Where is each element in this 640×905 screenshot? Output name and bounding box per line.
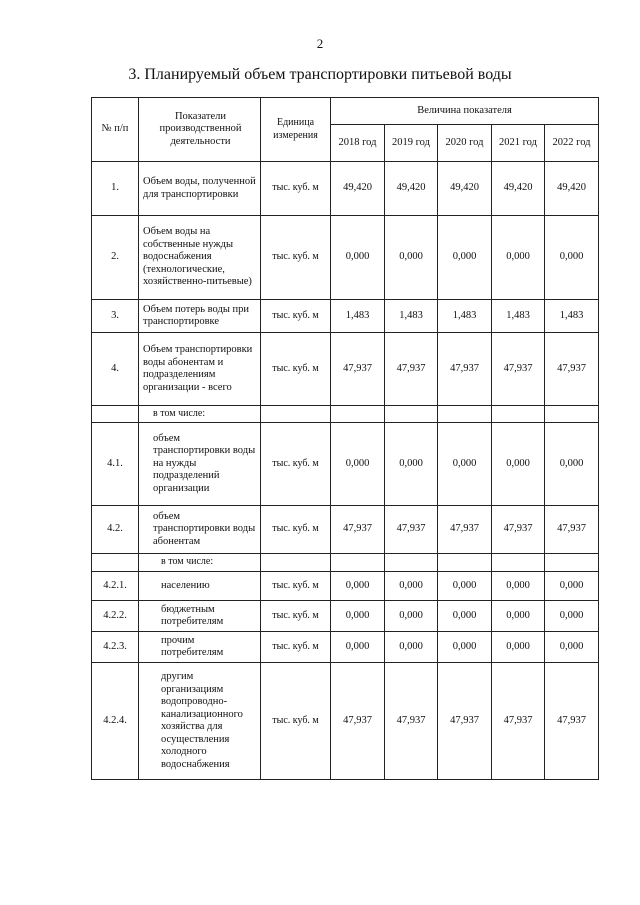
row-value: 47,937 bbox=[545, 663, 599, 780]
row-unit: тыс. куб. м bbox=[261, 506, 331, 554]
row-num: 4.2. bbox=[92, 506, 139, 554]
row-value: 0,000 bbox=[331, 572, 385, 601]
row-value: 0,000 bbox=[385, 423, 438, 506]
row-value: 47,937 bbox=[545, 506, 599, 554]
row-unit: тыс. куб. м bbox=[261, 423, 331, 506]
row-value: 0,000 bbox=[331, 423, 385, 506]
table-row bbox=[92, 423, 599, 506]
row-num: 4.2.1. bbox=[92, 572, 139, 601]
header-year: 2021 год bbox=[492, 125, 545, 162]
row-indicator: Объем воды, полученной для транспортировки bbox=[139, 162, 261, 216]
row-value: 47,937 bbox=[331, 663, 385, 780]
table-row bbox=[92, 162, 599, 216]
row-value: 47,937 bbox=[492, 663, 545, 780]
table-row bbox=[92, 632, 599, 663]
row-value: 0,000 bbox=[492, 423, 545, 506]
row-value: 0,000 bbox=[492, 632, 545, 663]
row-value: 47,937 bbox=[438, 333, 492, 406]
row-value: 49,420 bbox=[331, 162, 385, 216]
row-value: 0,000 bbox=[385, 601, 438, 632]
row-value: 0,000 bbox=[331, 216, 385, 300]
header-year: 2018 год bbox=[331, 125, 385, 162]
empty-cell bbox=[438, 554, 492, 572]
row-value: 49,420 bbox=[385, 162, 438, 216]
row-num: 1. bbox=[92, 162, 139, 216]
row-value: 0,000 bbox=[545, 216, 599, 300]
empty-cell bbox=[545, 406, 599, 423]
row-unit: тыс. куб. м bbox=[261, 162, 331, 216]
row-value: 47,937 bbox=[438, 663, 492, 780]
row-value: 1,483 bbox=[385, 300, 438, 333]
table-row bbox=[92, 663, 599, 780]
table-row bbox=[92, 572, 599, 601]
row-value: 47,937 bbox=[545, 333, 599, 406]
including-label: в том числе: bbox=[139, 554, 261, 572]
row-unit: тыс. куб. м bbox=[261, 632, 331, 663]
row-num: 4.2.3. bbox=[92, 632, 139, 663]
row-num: 4.2.2. bbox=[92, 601, 139, 632]
row-num: 4.1. bbox=[92, 423, 139, 506]
row-value: 49,420 bbox=[438, 162, 492, 216]
row-value: 47,937 bbox=[438, 506, 492, 554]
row-unit: тыс. куб. м bbox=[261, 601, 331, 632]
row-num: 4.2.4. bbox=[92, 663, 139, 780]
row-unit: тыс. куб. м bbox=[261, 333, 331, 406]
table-row bbox=[92, 601, 599, 632]
row-unit: тыс. куб. м bbox=[261, 216, 331, 300]
header-value-group: Величина показателя bbox=[331, 98, 599, 125]
table-row bbox=[92, 300, 599, 333]
row-indicator: Объем потерь воды при транспортировке bbox=[139, 300, 261, 333]
row-indicator: другим организациям водопроводно-канализационного хозяйства для осуществления холодного водоснабжения bbox=[139, 663, 261, 780]
row-value: 47,937 bbox=[331, 333, 385, 406]
row-indicator: бюджетным потребителям bbox=[139, 601, 261, 632]
row-value: 1,483 bbox=[545, 300, 599, 333]
table-row bbox=[92, 333, 599, 406]
row-value: 1,483 bbox=[492, 300, 545, 333]
row-value: 0,000 bbox=[438, 572, 492, 601]
empty-cell bbox=[261, 406, 331, 423]
row-value: 0,000 bbox=[331, 601, 385, 632]
row-value: 0,000 bbox=[545, 572, 599, 601]
header-year: 2022 год bbox=[545, 125, 599, 162]
row-value: 47,937 bbox=[385, 333, 438, 406]
table-row bbox=[92, 506, 599, 554]
row-value: 0,000 bbox=[492, 216, 545, 300]
header-year: 2020 год bbox=[438, 125, 492, 162]
row-value: 0,000 bbox=[438, 423, 492, 506]
empty-cell bbox=[385, 554, 438, 572]
row-value: 49,420 bbox=[545, 162, 599, 216]
row-value: 49,420 bbox=[492, 162, 545, 216]
empty-cell bbox=[438, 406, 492, 423]
row-indicator: объем транспортировки воды абонентам bbox=[139, 506, 261, 554]
empty-cell bbox=[331, 554, 385, 572]
row-num: 2. bbox=[92, 216, 139, 300]
empty-cell bbox=[385, 406, 438, 423]
empty-cell bbox=[92, 406, 139, 423]
row-value: 1,483 bbox=[438, 300, 492, 333]
header-row bbox=[92, 98, 599, 125]
row-value: 47,937 bbox=[385, 506, 438, 554]
row-unit: тыс. куб. м bbox=[261, 572, 331, 601]
row-value: 47,937 bbox=[492, 506, 545, 554]
row-value: 0,000 bbox=[385, 572, 438, 601]
row-value: 0,000 bbox=[438, 216, 492, 300]
empty-cell bbox=[92, 554, 139, 572]
table-row bbox=[92, 216, 599, 300]
row-value: 0,000 bbox=[438, 601, 492, 632]
row-value: 1,483 bbox=[331, 300, 385, 333]
row-value: 47,937 bbox=[331, 506, 385, 554]
document-title: 3. Планируемый объем транспортировки питьевой воды bbox=[128, 66, 512, 83]
empty-cell bbox=[492, 406, 545, 423]
empty-cell bbox=[545, 554, 599, 572]
row-value: 0,000 bbox=[492, 601, 545, 632]
row-value: 0,000 bbox=[385, 632, 438, 663]
row-value: 47,937 bbox=[385, 663, 438, 780]
page-number: 2 bbox=[316, 36, 324, 51]
row-value: 0,000 bbox=[545, 423, 599, 506]
empty-cell bbox=[261, 554, 331, 572]
row-value: 0,000 bbox=[331, 632, 385, 663]
header-year: 2019 год bbox=[385, 125, 438, 162]
row-num: 3. bbox=[92, 300, 139, 333]
row-value: 0,000 bbox=[385, 216, 438, 300]
row-indicator: населению bbox=[139, 572, 261, 601]
row-value: 47,937 bbox=[492, 333, 545, 406]
row-indicator: Объем воды на собственные нужды водоснабжения (технологические, хозяйственно-питьевые) bbox=[139, 216, 261, 300]
row-unit: тыс. куб. м bbox=[261, 663, 331, 780]
subheading-row bbox=[92, 406, 599, 423]
header-unit: Единица измерения bbox=[261, 98, 331, 162]
header-indicator: Показатели производственной деятельности bbox=[139, 98, 261, 162]
row-value: 0,000 bbox=[545, 632, 599, 663]
transport-volume-table bbox=[91, 97, 599, 780]
subheading-row bbox=[92, 554, 599, 572]
row-indicator: прочим потребителям bbox=[139, 632, 261, 663]
row-value: 0,000 bbox=[545, 601, 599, 632]
including-label: в том числе: bbox=[139, 406, 261, 423]
row-value: 0,000 bbox=[438, 632, 492, 663]
row-indicator: объем транспортировки воды на нужды подразделений организации bbox=[139, 423, 261, 506]
empty-cell bbox=[492, 554, 545, 572]
header-num: № п/п bbox=[92, 98, 139, 162]
row-num: 4. bbox=[92, 333, 139, 406]
row-unit: тыс. куб. м bbox=[261, 300, 331, 333]
row-value: 0,000 bbox=[492, 572, 545, 601]
row-indicator: Объем транспортировки воды абонентам и подразделениям организации - всего bbox=[139, 333, 261, 406]
empty-cell bbox=[331, 406, 385, 423]
